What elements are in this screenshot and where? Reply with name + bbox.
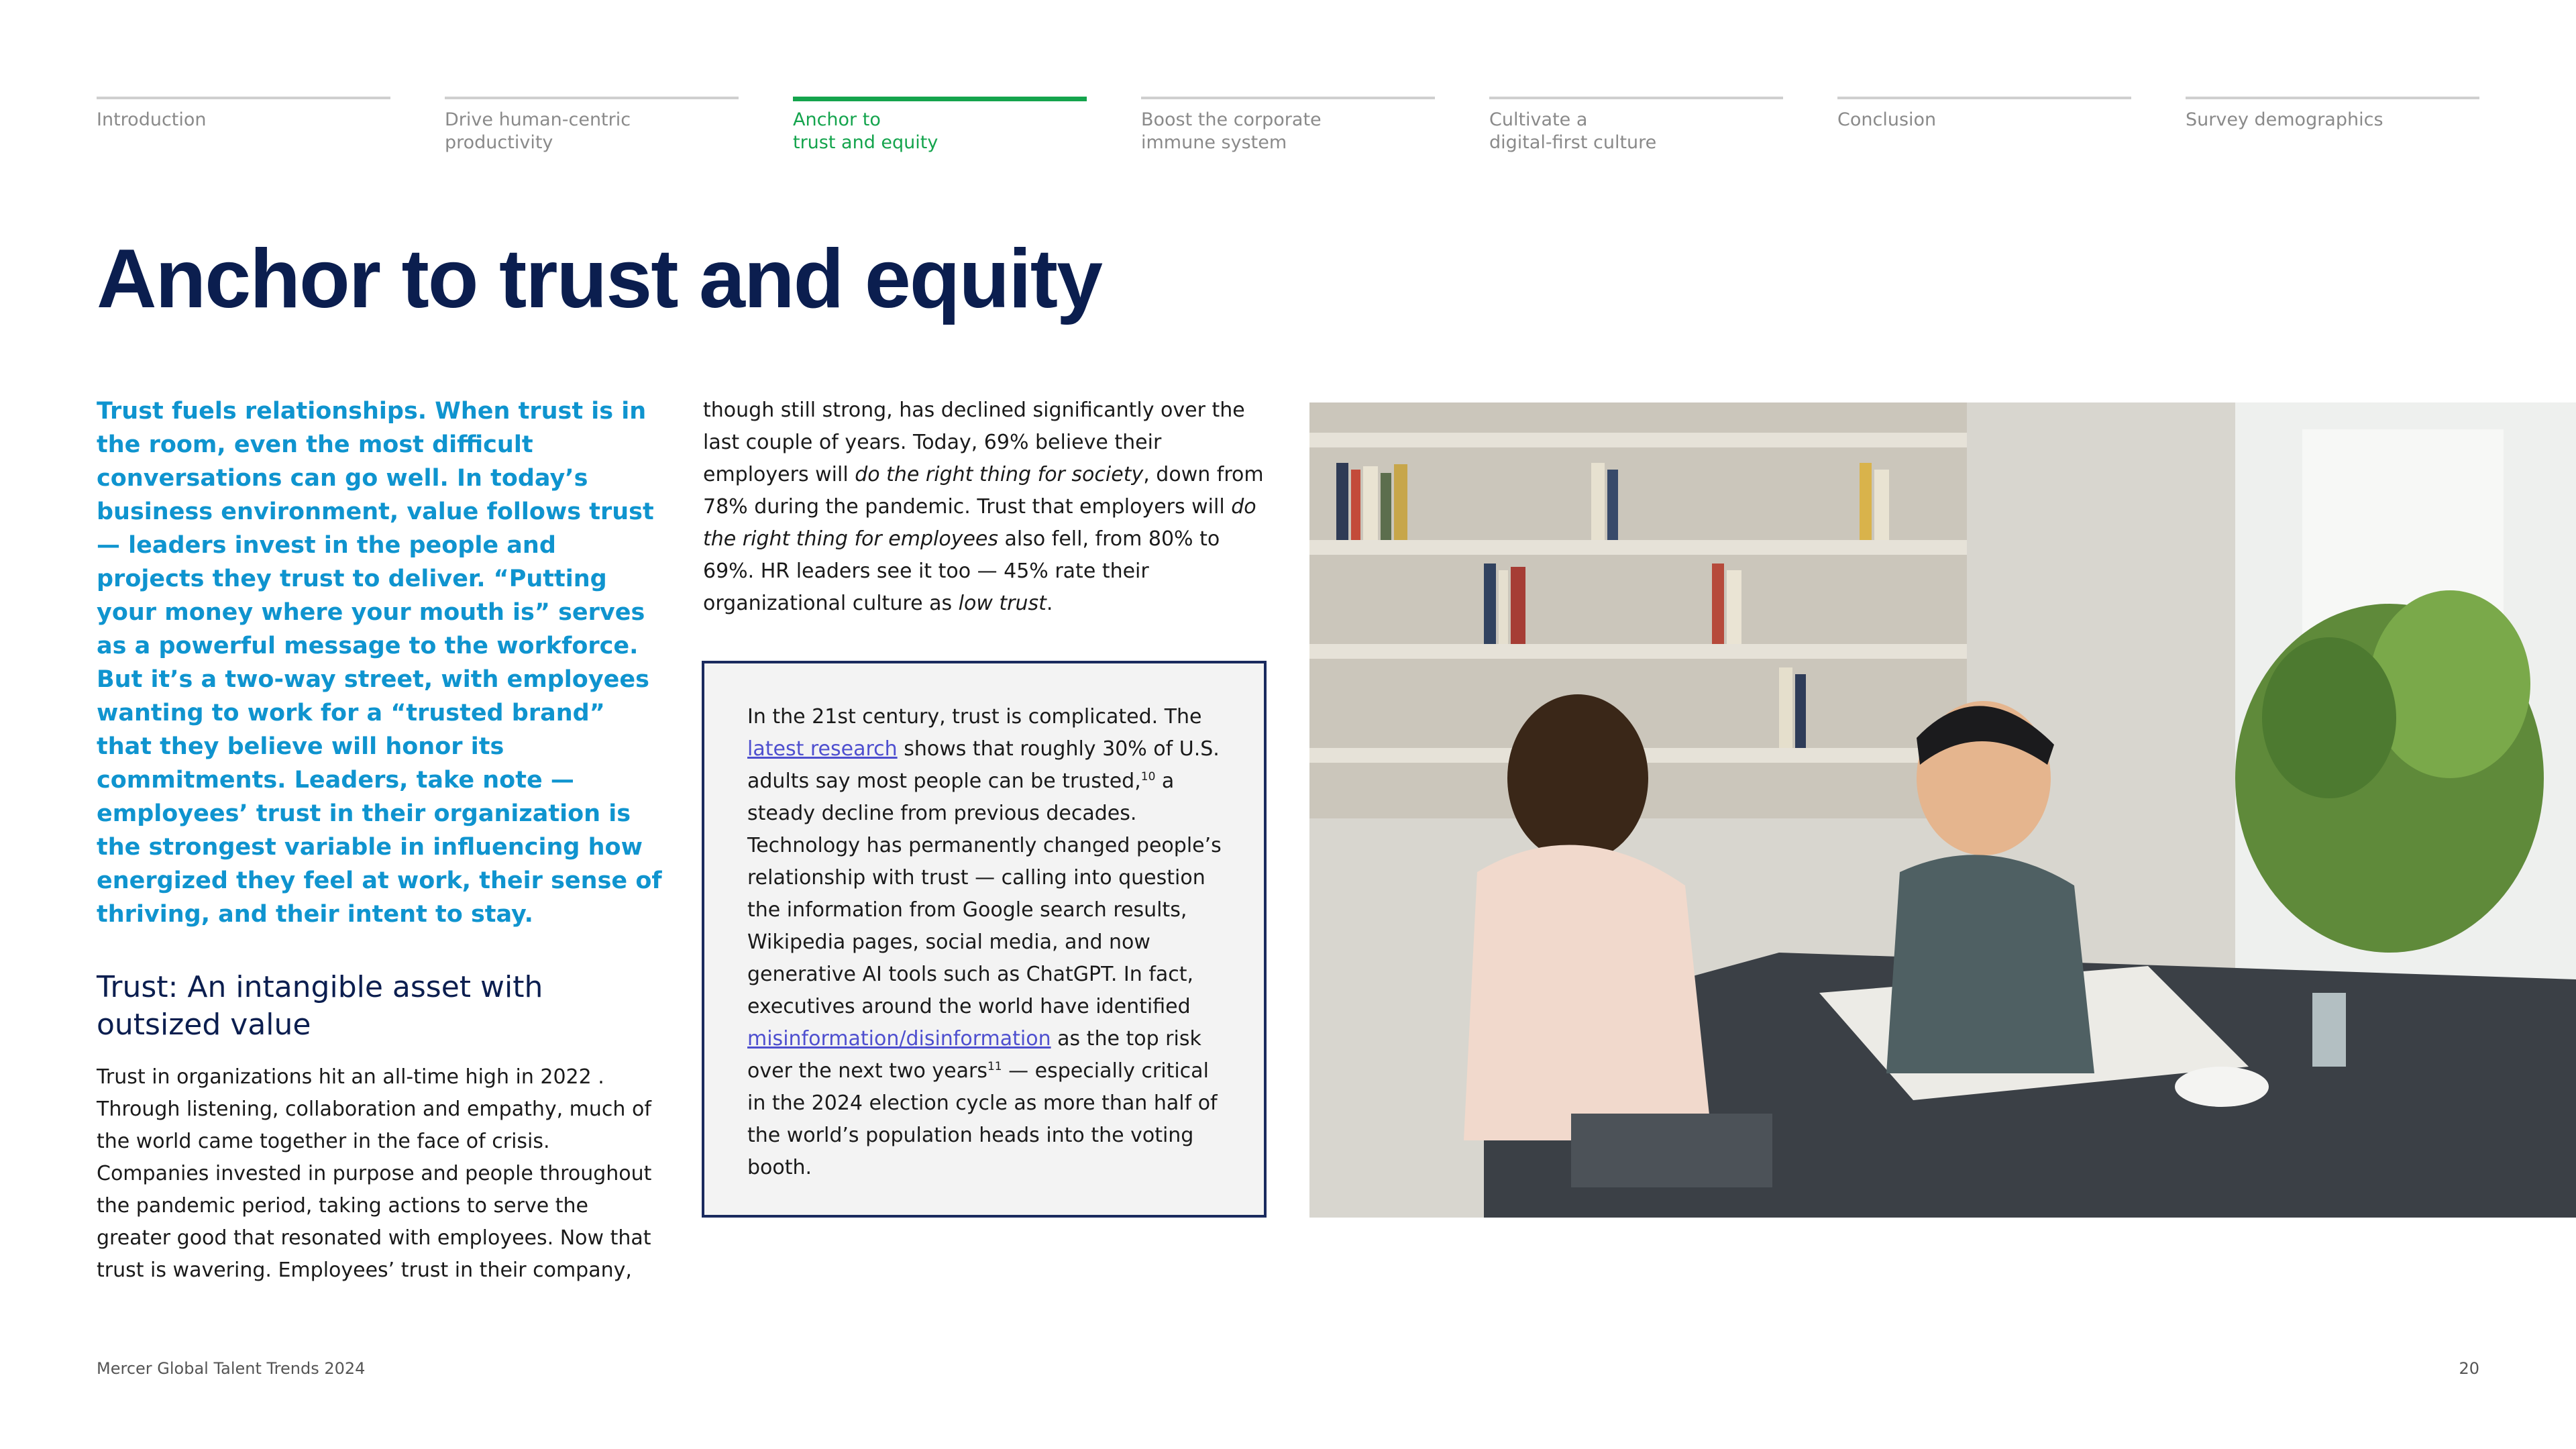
nav-tab-label: Survey demographics	[2186, 109, 2383, 130]
text-run: shows that roughly 30% of U.S. adults say most people can be trusted,	[747, 737, 1220, 793]
section-subheading: Trust: An intangible asset with outsized value	[97, 970, 543, 1042]
emphasis-text: do the right thing for society	[855, 463, 1144, 486]
misinformation-link[interactable]: misinformation/disinformation	[747, 1027, 1051, 1051]
text-run: also fell, from 80% to 69%. HR leaders see it too — 45% rate their organizational culture as	[703, 527, 1220, 615]
page-number: 20	[2459, 1359, 2479, 1378]
footnote-ref-11[interactable]: 11	[987, 1060, 1002, 1073]
nav-tab-label: Conclusion	[1837, 109, 1937, 130]
latest-research-link[interactable]: latest research	[747, 737, 898, 761]
nav-tab-label-line2: trust and equity	[793, 132, 938, 153]
nav-tab-digital-first-culture[interactable]	[1489, 97, 1783, 154]
callout-text	[747, 701, 1224, 1184]
nav-tab-label-line2: digital-first culture	[1489, 132, 1657, 153]
nav-tab-label-line2: productivity	[445, 132, 553, 153]
nav-tab-conclusion[interactable]	[1837, 97, 2131, 131]
emphasis-text: low trust	[958, 592, 1046, 615]
nav-tab-introduction[interactable]	[97, 97, 390, 131]
nav-tab-label: Drive human-centric	[445, 109, 631, 130]
body-paragraph-continued	[703, 394, 1267, 620]
nav-tab-label: Cultivate a	[1489, 109, 1588, 130]
text-run: In the 21st century, trust is complicated. The	[747, 705, 1202, 729]
nav-tab-corporate-immune-system[interactable]	[1141, 97, 1435, 154]
page-title: Anchor to trust and equity	[97, 233, 1102, 325]
text-run: though still strong, has declined significantly over the last couple of years. Today, 69% believe their employers will	[703, 398, 1245, 486]
text-run: a steady decline from previous decades. Technology has permanently changed people’s relationship with trust — calling into question the information from Google search results, Wikipedia pages, social media, and now generative AI tools such as ChatGPT. In fact, executives around the world have identified	[747, 769, 1222, 1018]
intro-paragraph: Trust fuels relationships. When trust is in the room, even the most difficult conversations can go well. In today’s business environment, value follows trust — leaders invest in the people and projects they trust to deliver. “Putting your money where your mouth is” serves as a powerful message to the workforce. But it’s a two-way street, with employees wanting to work for a “trusted brand” that they believe will honor its commitments. Leaders, take note — employees’ trust in their organization is the strongest variable in influencing how energized they feel at work, their sense of thriving, and their intent to stay.	[97, 398, 662, 928]
nav-tab-trust-and-equity[interactable]	[793, 97, 1087, 154]
nav-tab-label: Introduction	[97, 109, 207, 130]
office-photo	[1309, 402, 2576, 1218]
nav-tab-label: Boost the corporate	[1141, 109, 1322, 130]
footer-publication: Mercer Global Talent Trends 2024	[97, 1359, 366, 1378]
nav-tab-label-line2: immune system	[1141, 132, 1287, 153]
left-column	[97, 394, 667, 1287]
text-run: .	[1046, 592, 1053, 615]
body-paragraph: Trust in organizations hit an all-time high in 2022 . Through listening, collaboration and empathy, much of the world came together in the face of crisis. Companies invested in purpose and people throughout the pandemic period, taking actions to serve the greater good that resonated with employees. Now that trust is wavering. Employees’ trust in their company,	[97, 1065, 652, 1282]
text-run: as the top risk over the next two years	[747, 1027, 1201, 1083]
nav-tab-survey-demographics[interactable]	[2186, 97, 2479, 131]
office-photo-illustration	[1309, 402, 2576, 1218]
text-run: — especially critical in the 2024 election cycle as more than half of the world’s population heads into the voting booth.	[747, 1059, 1218, 1179]
middle-column	[703, 394, 1267, 620]
nav-tab-label: Anchor to	[793, 109, 881, 130]
callout-box	[702, 661, 1267, 1218]
nav-tab-human-centric-productivity[interactable]	[445, 97, 739, 154]
emphasis-text: do the right thing for employees	[703, 495, 1256, 551]
footnote-ref-10[interactable]: 10	[1140, 770, 1156, 784]
text-run: , down from 78% during the pandemic. Trust that employers will	[703, 463, 1264, 519]
